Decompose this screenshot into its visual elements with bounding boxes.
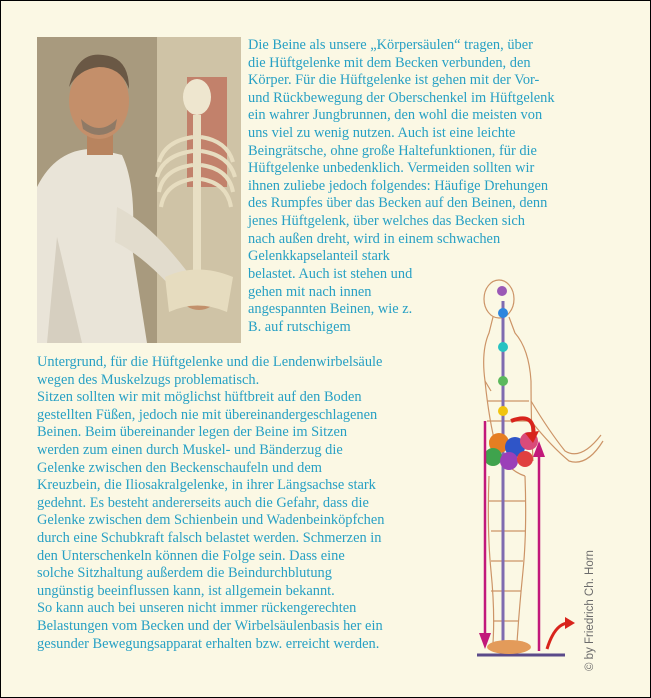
text-line: Untergrund, für die Hüftgelenke und die Lendenwirbelsäule xyxy=(37,354,383,370)
text-line: ein wahrer Jungbrunnen, den wohl die meisten von xyxy=(248,107,543,124)
text-line: Belastungen vom Becken und der Wirbelsäulenbasis her ein xyxy=(37,617,383,634)
text-line: gesunder Bewegungsapparat erhalten bzw. erreicht werden. xyxy=(37,635,380,652)
text-line: angespannten Beinen, wie z. xyxy=(248,301,413,318)
text-line: B. auf rutschigem xyxy=(248,318,351,335)
text-line: ihnen zuliebe jedoch folgendes: Häufige Drehungen xyxy=(248,177,549,194)
text-line: den Unterschenkeln können die Folge sein. Dass eine xyxy=(37,547,345,564)
text-line: uns viel zu wenig nutzen. Auch ist eine leichte xyxy=(248,124,516,141)
text-line: Gelenkkapselanteil stark xyxy=(248,248,390,265)
text-line: gestellten Füßen, jedoch nie mit übereinandergeschlagenen xyxy=(37,406,378,423)
text-line: Beinen. Beim übereinander legen der Beine im Sitzen xyxy=(37,424,348,441)
text-line: durch eine Schubkraft falsch belastet werden. Schmerzen in xyxy=(37,529,382,546)
text-line: die Hüftgelenke mit dem Becken verbunden, den xyxy=(248,54,531,71)
text-line: belastet. Auch ist stehen und xyxy=(248,266,413,282)
text-line: jenes Hüftgelenk, über welches das Becken sich xyxy=(248,212,525,229)
text-narrow-block xyxy=(248,266,412,336)
posture-diagram xyxy=(469,271,649,689)
text-line: gehen mit nach innen xyxy=(248,283,372,300)
text-line: nach außen dreht, wird in einem schwachen xyxy=(248,230,501,247)
text-line: Sitzen sollten wir mit möglichst hüftbreit auf den Boden xyxy=(37,389,362,406)
text-line: solche Sitzhaltung außerdem die Beindurchblutung xyxy=(37,565,332,582)
copyright-notice: © by Friedrich Ch. Horn xyxy=(584,550,596,671)
text-line: Kreuzbein, die Iliosakralgelenke, in ihrer Längsachse stark xyxy=(37,477,376,494)
text-bottom-block xyxy=(37,354,384,653)
text-line: ungünstig beeinflussen kann, ist allgemein bekannt. xyxy=(37,582,335,599)
text-line: werden zum einen durch Muskel- und Bänderzug die xyxy=(37,441,343,458)
text-line: und Rückbewegung der Oberschenkel im Hüftgelenk xyxy=(248,89,555,106)
text-line: Hüftgelenke unbedenklich. Vermeiden sollten wir xyxy=(248,160,535,177)
text-top-block xyxy=(248,37,555,266)
text-line: gedehnt. Es besteht andererseits auch die Gefahr, dass die xyxy=(37,494,369,511)
text-line: Körper. Für die Hüftgelenke ist gehen mit der Vor- xyxy=(248,72,540,89)
text-line: wegen des Muskelzugs problematisch. xyxy=(37,371,260,388)
text-line: Beingrätsche, ohne große Haltefunktionen, für die xyxy=(248,142,537,159)
text-line: Gelenke zwischen dem Schienbein und Wadenbeinköpfchen xyxy=(37,512,385,529)
text-line: So kann auch bei unseren nicht immer rückengerechten xyxy=(37,600,357,617)
text-line: Gelenke zwischen den Beckenschaufeln und dem xyxy=(37,459,322,476)
text-line: Die Beine als unsere „Körpersäulen“ tragen, über xyxy=(248,37,533,53)
man-with-skeleton-photo xyxy=(37,37,241,343)
text-line: des Rumpfes über das Becken auf den Beinen, denn xyxy=(248,195,548,212)
